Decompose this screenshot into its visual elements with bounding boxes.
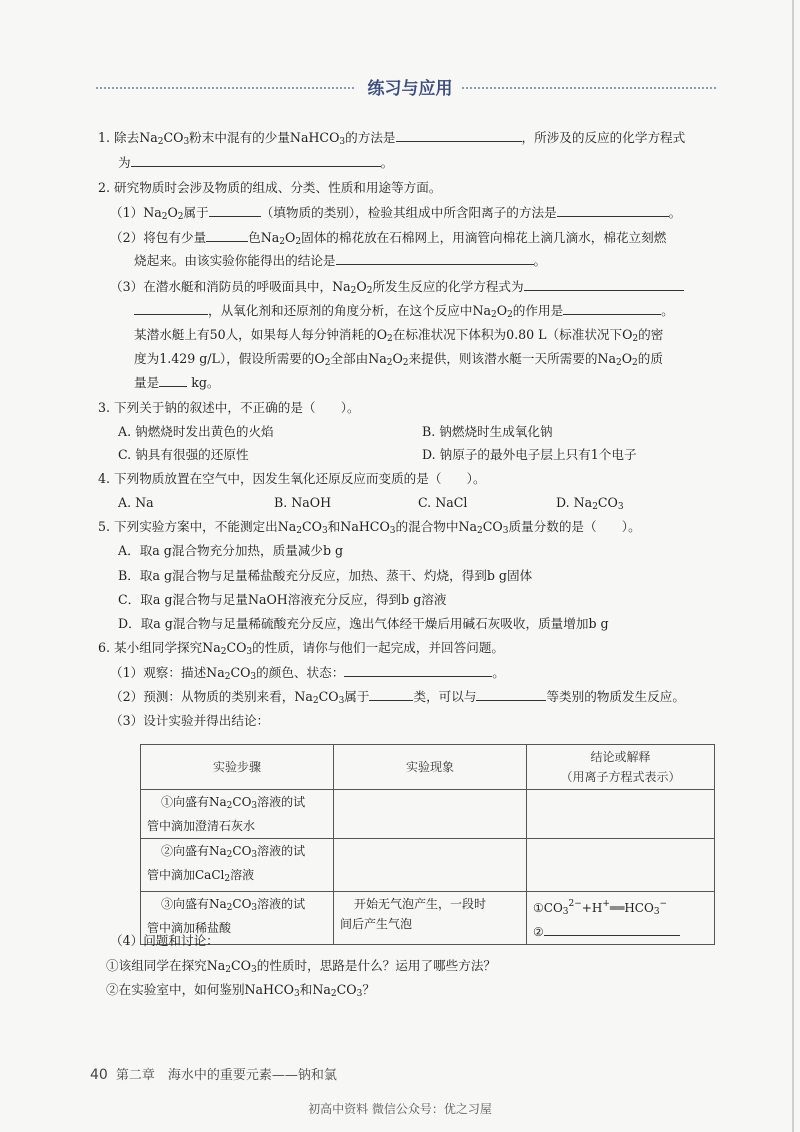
table-header-steps: 实验步骤 — [141, 745, 334, 790]
q6-stem: 6. 某小组同学探究$Na_2CO_3$的性质，请你与他们一起完成，并回答问题。 — [98, 640, 505, 657]
table-cell-conclusion3: $①CO_3^{2-}+H^+══HCO_3^-$ ② — [527, 892, 715, 945]
q2-blank-mass[interactable] — [159, 374, 187, 387]
q3-stem: 3. 下列关于钠的叙述中，不正确的是（ ）。 — [98, 400, 360, 415]
q5-option-c[interactable]: C．取a g混合物与足量NaOH溶液充分反应，得到b g溶液 — [118, 592, 447, 607]
table-cell-step2: ②向盛有$Na_2CO_3$溶液的试 管中滴加CaCl$_2$溶液 — [141, 839, 334, 892]
q6-blank-class[interactable] — [369, 688, 413, 701]
q2-blank-role[interactable] — [563, 302, 661, 315]
q2-blank-color[interactable] — [206, 229, 248, 242]
table-cell-step1: ①向盛有$Na_2CO_3$溶液的试 管中滴加澄清石灰水 — [141, 790, 334, 839]
section-title: 练习与应用 — [367, 79, 453, 99]
q3-option-d[interactable]: D. 钠原子的最外电子层上只有1个电子 — [422, 447, 637, 462]
q2-part2: （2）将包有少量 色$Na_2O_2$固体的棉花放在石棉网上，用滴管向棉花上滴几滴水，棉花立刻燃 — [110, 230, 667, 247]
q2-part3: （3）在潜水艇和消防员的呼吸面具中，$Na_2O_2$所发生反应的化学方程式为 — [110, 278, 684, 300]
q3-option-c[interactable]: C. 钠具有很强的还原性 — [118, 447, 249, 462]
q2-part3-line4: 度为1.429 g/L），假设所需要的$O_2$全部由$Na_2O_2$来提供，则该潜水艇一天所需要的$Na_2O_2$的质 — [134, 351, 663, 368]
header-dots-left — [96, 87, 354, 89]
q6-discussion1: ①该组同学在探究$Na_2CO_3$的性质时，思路是什么？运用了哪些方法？ — [106, 958, 496, 975]
q3-option-a[interactable]: A. 钠燃烧时发出黄色的火焰 — [118, 424, 274, 439]
table-row — [141, 892, 715, 945]
table-cell-step3: ③向盛有$Na_2CO_3$溶液的试 管中滴加稀盐酸 — [141, 892, 334, 945]
q6-blank-observe[interactable] — [344, 664, 492, 677]
q2-part3-line5: 量是 kg。 — [134, 375, 220, 390]
q1-line1: 1. 除去$Na_2CO_3$粉末中混有的少量NaHCO$_3$的方法是 ，所涉及的反应的化学方程式 — [98, 130, 686, 147]
q4-option-d[interactable]: D. $Na_2CO_3$ — [556, 495, 624, 512]
q4-stem: 4. 下列物质放置在空气中，因发生氧化还原反应而变质的是（ ）。 — [98, 471, 486, 486]
table-header-conclusion: 结论或解释 （用离子方程式表示） — [527, 745, 715, 790]
watermark-text: 初高中资料 微信公众号：优之习屋 — [308, 1102, 492, 1116]
q6-blank-reactants[interactable] — [476, 688, 546, 701]
q6-discussion2: ②在实验室中，如何鉴别NaHCO$_3$和$Na_2CO_3$？ — [106, 982, 375, 999]
q1-blank-equation[interactable] — [131, 154, 381, 167]
q4-option-b[interactable]: B. NaOH — [274, 495, 332, 510]
table-cell-phenomenon2[interactable] — [334, 839, 527, 892]
q2-blank-equation-cont[interactable] — [134, 302, 208, 315]
q6-part3: （3）设计实验并得出结论： — [110, 713, 270, 728]
q3-option-b[interactable]: B. 钠燃烧时生成氧化钠 — [422, 424, 553, 439]
table-row — [141, 839, 715, 892]
q5-option-b[interactable]: B．取a g混合物与足量稀盐酸充分反应，加热、蒸干、灼烧，得到b g固体 — [118, 568, 533, 583]
q2-part2-cont: 烧起来。由该实验你能得出的结论是 。 — [134, 253, 547, 268]
q2-part1: $(1)Na_2O_2$属于 （填物质的类别），检验其组成中所含阳离子的方法是 。 — [110, 205, 682, 222]
q2-blank-equation[interactable] — [524, 278, 684, 291]
q4-option-c[interactable]: C. NaCl — [418, 495, 468, 510]
table-row — [141, 790, 715, 839]
header-dots-right — [462, 87, 716, 89]
q2-part3-line3: 某潜水艇上有50人，如果每人每分钟消耗的$O_2$在标准状况下体积为0.80 L（标准状况下$O_2$的密 — [134, 327, 664, 344]
q6-part4: （4）问题和讨论： — [110, 933, 219, 948]
q2-blank-category[interactable] — [209, 204, 261, 217]
q2-intro: 2. 研究物质时会涉及物质的组成、分类、性质和用途等方面。 — [98, 180, 442, 195]
table-header-phenomena: 实验现象 — [334, 745, 527, 790]
q4-option-a[interactable]: A. Na — [118, 495, 154, 510]
experiment-table — [140, 744, 715, 945]
table-cell-conclusion2[interactable] — [527, 839, 715, 892]
table-blank-equation2[interactable] — [544, 923, 680, 936]
table-cell-phenomenon3: 开始无气泡产生，一段时 间后产生气泡 — [334, 892, 527, 945]
chapter-title: 第二章 海水中的重要元素——钠和氯 — [115, 1068, 337, 1083]
q5-option-d[interactable]: D．取a g混合物与足量稀硫酸充分反应，逸出气体经干燥后用碱石灰吸收，质量增加b g — [118, 616, 609, 631]
q5-stem: 5. 下列实验方案中，不能测定出$Na_2CO_3$和NaHCO$_3$的混合物中$Na_2CO_3$质量分数的是（ ）。 — [98, 519, 641, 536]
section-header — [90, 74, 718, 102]
page-number: 40 — [90, 1067, 108, 1083]
page-footer — [90, 1064, 337, 1083]
q2-blank-cation-test[interactable] — [557, 204, 669, 217]
q1-blank-method[interactable] — [396, 129, 522, 142]
table-cell-conclusion1[interactable] — [527, 790, 715, 839]
q1-line2: 为 。 — [118, 155, 394, 170]
table-cell-phenomenon1[interactable] — [334, 790, 527, 839]
page-edge — [792, 0, 794, 1132]
q6-part1: （1）观察：描述$Na_2CO_3$的颜色、状态： 。 — [110, 665, 505, 682]
q6-part2: （2）预测：从物质的类别来看，$Na_2CO_3$属于 类，可以与 等类别的物质发生反应。 — [110, 689, 685, 706]
q2-part3-line2: ，从氧化剂和还原剂的角度分析，在这个反应中$Na_2O_2$的作用是 。 — [134, 302, 674, 324]
q5-option-a[interactable]: A．取a g混合物充分加热，质量减少b g — [118, 543, 344, 558]
q2-blank-conclusion[interactable] — [336, 252, 534, 265]
